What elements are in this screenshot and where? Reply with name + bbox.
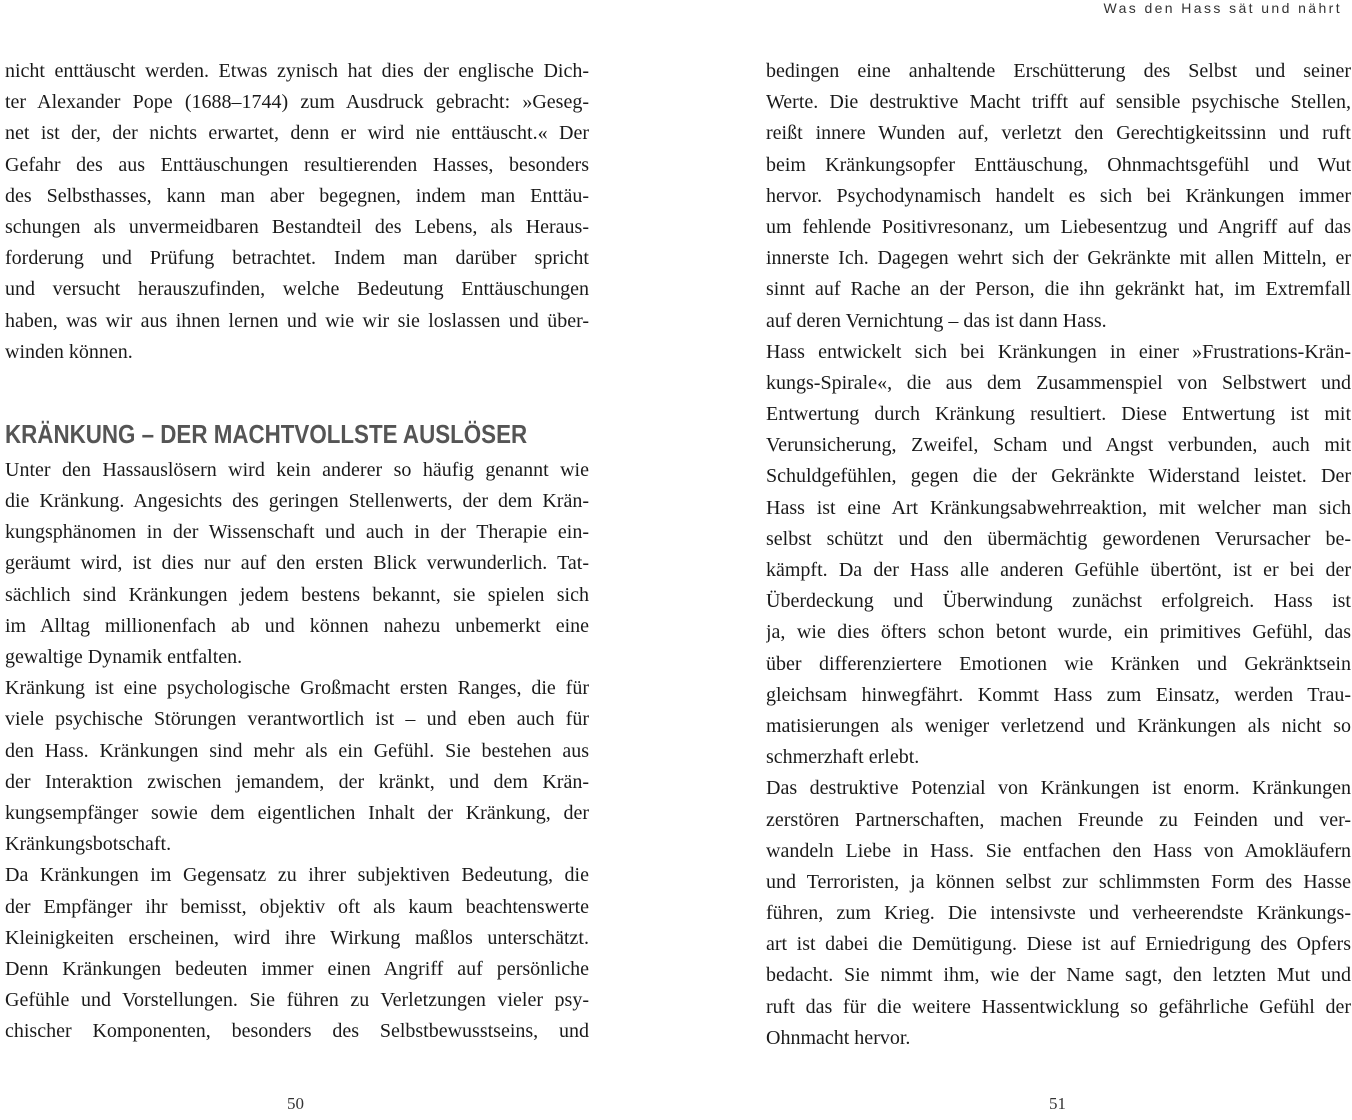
text-line: Entwertung durch Kränkung resultiert. Diese Entwertung ist mit	[766, 403, 1351, 426]
text-line: ja, wie dies öfters schon betont wurde, ein primitives Gefühl, das	[766, 621, 1351, 644]
text-line: reißt innere Wunden auf, verletzt den Gerechtigkeitssinn und ruft	[766, 122, 1351, 145]
text-line: net ist der, der nichts erwartet, denn er wird nie enttäuscht.« Der	[5, 122, 589, 145]
right-paragraph-3	[766, 773, 1351, 1054]
text-line: und versucht herauszufinden, welche Bedeutung Enttäuschungen	[5, 278, 589, 301]
page-number-left: 50	[287, 1094, 304, 1113]
page-number-right: 51	[1049, 1094, 1066, 1113]
text-line: Verunsicherung, Zweifel, Scham und Angst verbunden, auch mit	[766, 434, 1351, 457]
text-line: Denn Kränkungen bedeuten immer einen Angriff auf persönliche	[5, 957, 589, 980]
text-line: winden können.	[5, 340, 133, 363]
text-line: art ist dabei die Demütigung. Diese ist auf Erniedrigung des Opfers	[766, 933, 1351, 956]
text-line: Kleinigkeiten erscheinen, wird ihre Wirkung maßlos unterschätzt.	[5, 926, 589, 949]
text-line: innerste Ich. Dagegen wehrt sich der Gekränkte mit allen Mitteln, er	[766, 247, 1351, 270]
text-line: die Kränkung. Angesichts des geringen Stellenwerts, der dem Krän-	[5, 490, 589, 513]
text-line: Kränkung ist eine psychologische Großmacht ersten Ranges, die für	[5, 677, 589, 700]
text-line: Das destruktive Potenzial von Kränkungen ist enorm. Kränkungen	[766, 777, 1351, 800]
text-line: kungs-Spirale«, die aus dem Zusammenspiel von Selbstwert und	[766, 371, 1351, 394]
text-line: Gefahr des aus Enttäuschungen resultierenden Hasses, besonders	[5, 153, 589, 176]
text-line: beim Kränkungsopfer Enttäuschung, Ohnmachtsgefühl und Wut	[766, 153, 1351, 176]
right-paragraph-2	[766, 337, 1351, 774]
text-line: wandeln Liebe in Hass. Sie entfachen den Hass von Amokläufern	[766, 839, 1351, 862]
text-line: über differenziertere Emotionen wie Kränken und Gekränktsein	[766, 652, 1351, 675]
text-line: geräumt wird, ist dies nur auf den ersten Blick verwunderlich. Tat-	[5, 552, 589, 575]
text-line: kungsempfänger sowie dem eigentlichen Inhalt der Kränkung, der	[5, 801, 589, 824]
text-line: matisierungen als weniger verletzend und Kränkungen als nicht so	[766, 714, 1351, 737]
text-line: Da Kränkungen im Gegensatz zu ihrer subjektiven Bedeutung, die	[5, 864, 589, 887]
text-line: auf deren Vernichtung – das ist dann Hass.	[766, 309, 1107, 332]
text-line: selbst schützt und den übermächtig gewordenen Verursacher be-	[766, 527, 1351, 550]
text-line: hervor. Psychodynamisch handelt es sich bei Kränkungen immer	[766, 184, 1351, 207]
text-line: nicht enttäuscht werden. Etwas zynisch hat dies der englische Dich-	[5, 60, 589, 82]
text-line: gewaltige Dynamik entfalten.	[5, 646, 243, 668]
text-line: der Interaktion zwischen jemandem, der kränkt, und dem Krän-	[5, 770, 589, 793]
right-page	[766, 56, 1351, 1054]
text-line: und Terroristen, ja können selbst zur schlimmsten Form des Hasse	[766, 870, 1351, 893]
left-paragraph-2	[5, 455, 589, 673]
running-header: Was den Hass sät und nährt	[1103, 0, 1342, 16]
text-line: bedingen eine anhaltende Erschütterung des Selbst und seiner	[766, 60, 1351, 82]
text-line: schmerzhaft erlebt.	[766, 746, 920, 769]
text-line: forderung und Prüfung betrachtet. Indem man darüber spricht	[5, 247, 589, 270]
text-line: der Empfänger ihr bemisst, objektiv oft als kaum beachtenswerte	[5, 895, 589, 918]
text-line: Hass entwickelt sich bei Kränkungen in einer »Frustrations-Krän-	[766, 340, 1351, 363]
text-line: ruft das für die weitere Hassentwicklung so gefährliche Gefühl der	[766, 995, 1351, 1018]
left-page	[5, 56, 589, 1047]
left-paragraph-4	[5, 860, 589, 1047]
text-line: Überdeckung und Überwindung zunächst erfolgreich. Hass ist	[766, 590, 1351, 613]
text-line: sinnt auf Rache an der Person, die ihn gekränkt hat, im Extremfall	[766, 278, 1351, 301]
text-line: schungen als unvermeidbaren Bestandteil des Lebens, als Heraus-	[5, 215, 589, 238]
text-line: bedacht. Sie nimmt ihm, wie der Name sagt, den letzten Mut und	[766, 964, 1351, 987]
text-line: führen, zum Krieg. Die intensivste und verheerendste Kränkungs-	[766, 902, 1351, 925]
text-line: Werte. Die destruktive Macht trifft auf sensible psychische Stellen,	[766, 91, 1351, 114]
text-line: Gefühle und Vorstellungen. Sie führen zu Verletzungen vieler psy-	[5, 989, 589, 1012]
text-line: Hass ist eine Art Kränkungsabwehrreaktion, mit welcher man sich	[766, 496, 1351, 519]
text-line: im Alltag millionenfach ab und können nahezu unbemerkt eine	[5, 614, 589, 637]
text-line: Ohnmacht hervor.	[766, 1026, 911, 1049]
text-line: kungsphänomen in der Wissenschaft und auch in der Therapie ein-	[5, 521, 589, 544]
left-paragraph-1	[5, 56, 589, 368]
left-paragraph-3	[5, 673, 589, 860]
text-line: sächlich sind Kränkungen jedem bestens bekannt, sie spielen sich	[5, 583, 589, 606]
text-line: Unter den Hassauslösern wird kein anderer so häufig genannt wie	[5, 458, 589, 481]
text-line: um fehlende Positivresonanz, um Liebesentzug und Angriff auf das	[766, 215, 1351, 238]
text-line: Kränkungsbotschaft.	[5, 833, 172, 856]
text-line: den Hass. Kränkungen sind mehr als ein Gefühl. Sie bestehen aus	[5, 739, 589, 762]
text-line: viele psychische Störungen verantwortlich ist – und eben auch für	[5, 708, 589, 731]
text-line: kämpft. Da der Hass alle anderen Gefühle übertönt, ist er bei der	[766, 559, 1351, 581]
text-line: des Selbsthasses, kann man aber begegnen, indem man Enttäu-	[5, 184, 589, 207]
section-heading: KRÄNKUNG – DER MACHTVOLLSTE AUSLÖSER	[5, 418, 528, 449]
text-line: chischer Komponenten, besonders des Selbstbewusstseins, und	[5, 1020, 589, 1043]
text-line: ter Alexander Pope (1688–1744) zum Ausdruck gebracht: »Geseg-	[5, 91, 589, 114]
text-line: Schuldgefühlen, gegen die der Gekränkte Widerstand leistet. Der	[766, 465, 1351, 488]
text-line: haben, was wir aus ihnen lernen und wie wir sie loslassen und über-	[5, 309, 589, 332]
right-paragraph-1	[766, 56, 1351, 337]
text-line: gleichsam hinwegfährt. Kommt Hass zum Einsatz, werden Trau-	[766, 683, 1351, 706]
text-line: zerstören Partnerschaften, machen Freunde zu Feinden und ver-	[766, 808, 1351, 831]
